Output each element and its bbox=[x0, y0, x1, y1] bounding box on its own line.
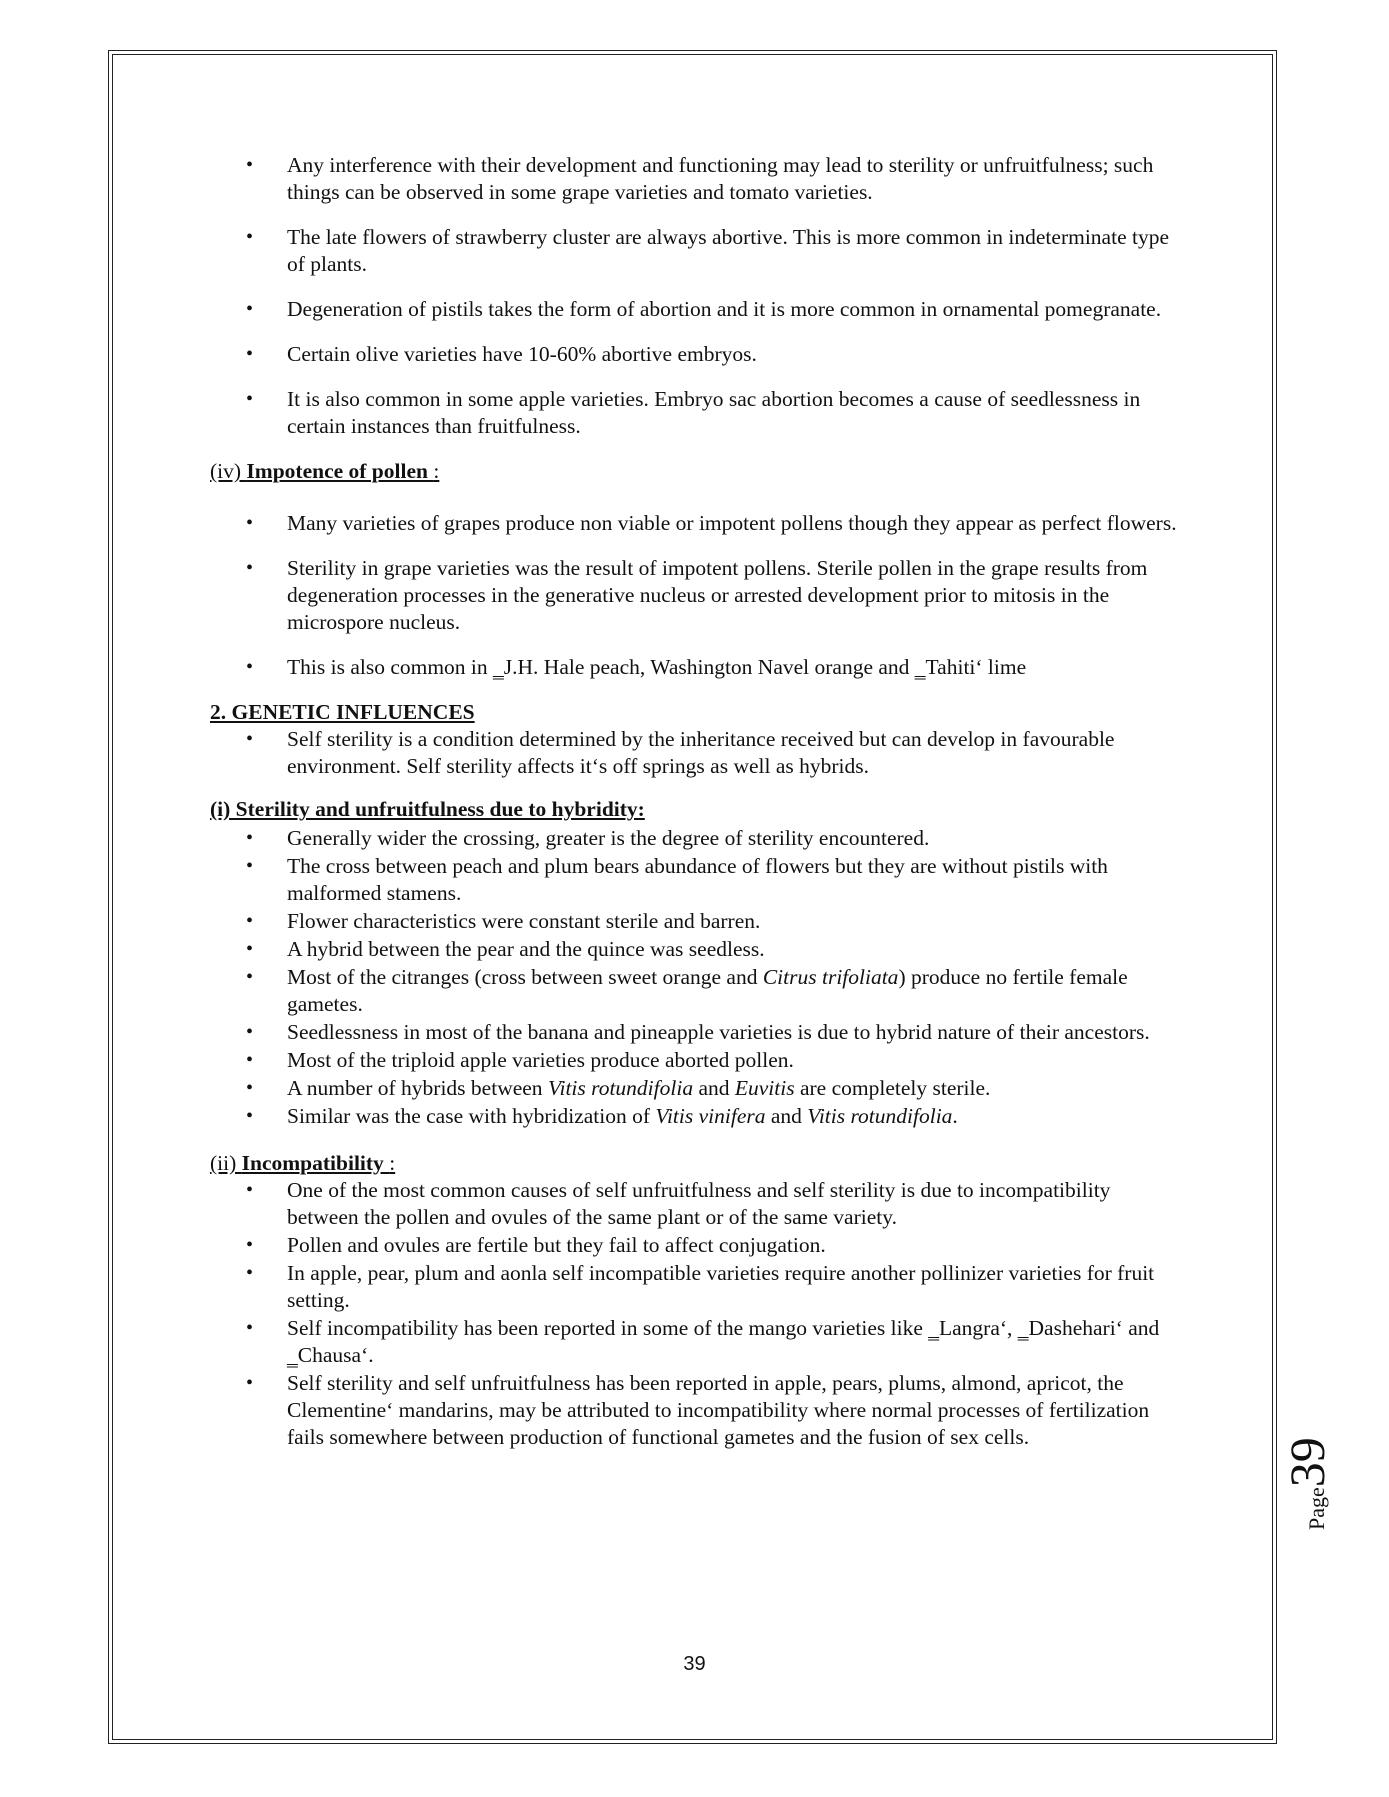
list-item: • Self sterility is a condition determined by the inheritance received but can develop in favourable environment. Self sterility affects it‘s off springs as well as hybrids. bbox=[210, 726, 1180, 780]
list-item: • Similar was the case with hybridization of Vitis vinifera and Vitis rotundifolia. bbox=[210, 1103, 1180, 1130]
genetic-list bbox=[210, 726, 1180, 780]
list-item: • Most of the citranges (cross between sweet orange and Citrus trifoliata) produce no fertile female gametes. bbox=[210, 964, 1180, 1018]
list-item: • It is also common in some apple varieties. Embryo sac abortion becomes a cause of seedlessness in certain instances than fruitfulness. bbox=[210, 386, 1180, 440]
list-item: • Many varieties of grapes produce non viable or impotent pollens though they appear as perfect flowers. bbox=[210, 510, 1180, 537]
list-item: • The late flowers of strawberry cluster are always abortive. This is more common in indeterminate type of plants. bbox=[210, 224, 1180, 278]
impotence-list bbox=[210, 510, 1180, 681]
side-page-number: 39 bbox=[1279, 1437, 1335, 1488]
list-item: • In apple, pear, plum and aonla self incompatible varieties require another pollinizer varieties for fruit setting. bbox=[210, 1260, 1180, 1314]
document-body bbox=[210, 152, 1180, 1452]
abortion-list bbox=[210, 152, 1180, 440]
list-item: • Generally wider the crossing, greater is the degree of sterility encountered. bbox=[210, 825, 1180, 852]
list-item: • Any interference with their development and functioning may lead to sterility or unfruitfulness; such things can be observed in some grape varieties and tomato varieties. bbox=[210, 152, 1180, 206]
list-item: • Degeneration of pistils takes the form of abortion and it is more common in ornamental pomegranate. bbox=[210, 296, 1180, 323]
list-item: • A number of hybrids between Vitis rotundifolia and Euvitis are completely sterile. bbox=[210, 1075, 1180, 1102]
incompatibility-list bbox=[210, 1177, 1180, 1451]
side-page-label bbox=[1278, 1437, 1336, 1530]
list-item: • Certain olive varieties have 10-60% abortive embryos. bbox=[210, 341, 1180, 368]
list-item: • One of the most common causes of self unfruitfulness and self sterility is due to incompatibility between the pollen and ovules of the same plant or of the same variety. bbox=[210, 1177, 1180, 1231]
list-item: • Pollen and ovules are fertile but they fail to affect conjugation. bbox=[210, 1232, 1180, 1259]
hybridity-heading: (i) Sterility and unfruitfulness due to hybridity: bbox=[210, 797, 645, 821]
genetic-heading: 2. GENETIC INFLUENCES bbox=[210, 700, 475, 724]
incompatibility-heading: (ii) Incompatibility : bbox=[210, 1151, 396, 1175]
side-page-word: Page bbox=[1304, 1487, 1329, 1530]
list-item: • Sterility in grape varieties was the result of impotent pollens. Sterile pollen in the grape results from degeneration processes in the generative nucleus or arrested development prior to mitosis in the microspore nucleus. bbox=[210, 555, 1180, 636]
list-item: • This is also common in ‗J.H. Hale peach, Washington Navel orange and ‗Tahiti‘ lime bbox=[210, 654, 1180, 681]
page-number: 39 bbox=[683, 1653, 706, 1675]
list-item: • The cross between peach and plum bears abundance of flowers but they are without pistils with malformed stamens. bbox=[210, 853, 1180, 907]
impotence-heading: (iv) Impotence of pollen : bbox=[210, 459, 440, 483]
list-item: • Most of the triploid apple varieties produce aborted pollen. bbox=[210, 1047, 1180, 1074]
list-item: • Seedlessness in most of the banana and pineapple varieties is due to hybrid nature of their ancestors. bbox=[210, 1019, 1180, 1046]
list-item: • Self sterility and self unfruitfulness has been reported in apple, pears, plums, almond, apricot, the Clementine‘ mandarins, may be attributed to incompatibility where normal processes of fertilization fails somewhere between production of functional gametes and the fusion of sex cells. bbox=[210, 1370, 1180, 1451]
list-item: • Flower characteristics were constant sterile and barren. bbox=[210, 908, 1180, 935]
hybridity-list bbox=[210, 825, 1180, 1130]
list-item: • A hybrid between the pear and the quince was seedless. bbox=[210, 936, 1180, 963]
list-item: • Self incompatibility has been reported in some of the mango varieties like ‗Langra‘, ‗Dashehari‘ and ‗Chausa‘. bbox=[210, 1315, 1180, 1369]
